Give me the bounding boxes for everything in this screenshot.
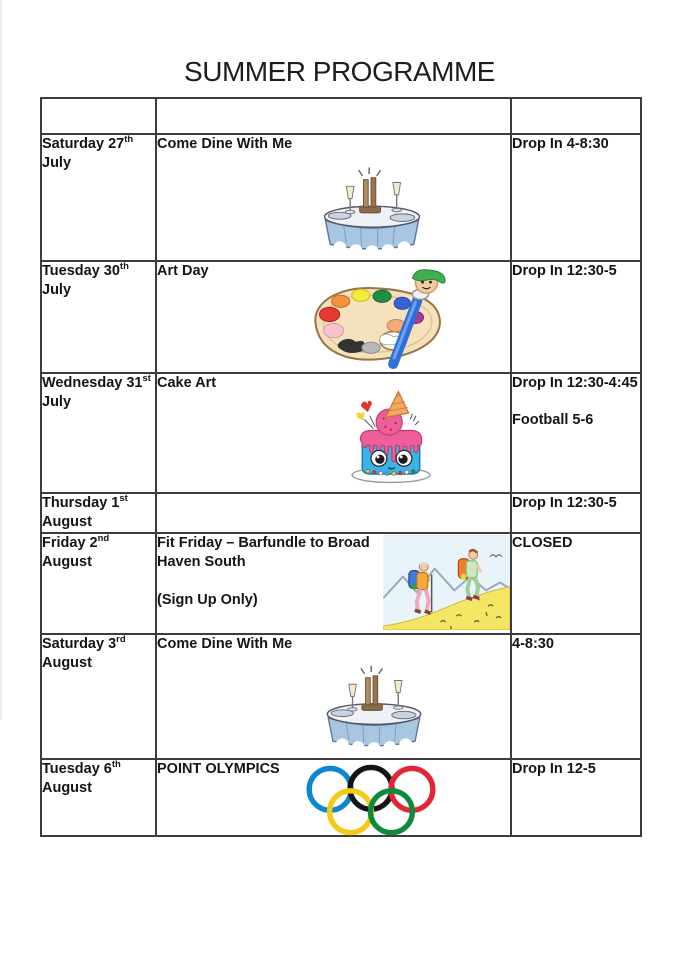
table-row (41, 759, 641, 836)
date-text: Saturday 3rd (42, 634, 126, 653)
date-text: Thursday 1st (42, 493, 128, 511)
activity-cell (156, 493, 511, 533)
header-activity-cell (156, 98, 511, 134)
date-month: August (42, 514, 92, 531)
activity-text: Fit Friday – Barfundle to Broad Haven South (157, 535, 370, 571)
date-text: Tuesday 30th (42, 261, 129, 279)
time-cell (511, 134, 641, 261)
date-cell (41, 533, 156, 634)
activity-text: Come Dine With Me (157, 636, 293, 653)
table-row (41, 533, 641, 634)
date-text: Wednesday 31st (42, 373, 151, 391)
table-header-row (41, 98, 641, 134)
date-cell (41, 759, 156, 836)
dinner-table-image (318, 664, 430, 753)
date-month: July (42, 394, 72, 411)
activity-note: (Sign Up Only) (157, 591, 258, 608)
time-cell (511, 493, 641, 533)
time-cell (511, 634, 641, 759)
header-time-cell (511, 98, 641, 134)
hikers-image (383, 535, 510, 630)
table-row (41, 134, 641, 261)
table-row (41, 261, 641, 373)
date-cell (41, 134, 156, 261)
time-cell (511, 261, 641, 373)
scan-artifact (0, 0, 2, 720)
activity-text: Cake Art (157, 375, 217, 391)
date-month: August (42, 780, 92, 797)
activity-cell (156, 261, 511, 373)
time-cell (511, 759, 641, 836)
date-text: Tuesday 6th (42, 759, 121, 778)
date-text: Saturday 27th (42, 134, 134, 152)
time-text: Drop In 12:30-5 (512, 495, 617, 511)
page-title: SUMMER PROGRAMME (184, 56, 495, 87)
time-text: Football 5-6 (512, 412, 594, 429)
activity-text-block (157, 534, 385, 609)
table-row (41, 634, 641, 759)
table-row (41, 493, 641, 533)
date-cell (41, 261, 156, 373)
cake-image (340, 386, 442, 488)
activity-cell (156, 533, 511, 634)
time-text: Drop In 12-5 (512, 761, 596, 778)
date-month: July (42, 155, 72, 172)
header-date-cell (41, 98, 156, 134)
table-row (41, 373, 641, 493)
time-cell (511, 373, 641, 493)
date-cell (41, 373, 156, 493)
date-text: Friday 2nd (42, 533, 110, 552)
activity-text: POINT OLYMPICS (157, 761, 280, 778)
time-text: CLOSED (512, 535, 573, 552)
time-text: Drop In 12:30-4:45 (512, 375, 638, 391)
time-cell (511, 533, 641, 634)
dinner-table-image (315, 167, 429, 255)
time-text: Drop In 12:30-5 (512, 263, 617, 279)
activity-text: Come Dine With Me (157, 136, 293, 152)
activity-text: Art Day (157, 263, 209, 279)
activity-cell (156, 134, 511, 261)
programme-table (40, 97, 642, 837)
date-month: July (42, 282, 72, 299)
date-month: August (42, 655, 92, 672)
date-cell (41, 634, 156, 759)
date-cell (41, 493, 156, 533)
activity-cell (156, 634, 511, 759)
olympic-rings-image (298, 763, 444, 839)
time-text: Drop In 4-8:30 (512, 136, 609, 152)
time-text: 4-8:30 (512, 636, 554, 653)
activity-cell (156, 373, 511, 493)
date-month: August (42, 554, 92, 571)
activity-cell (156, 759, 511, 836)
art-palette-image (293, 266, 457, 371)
